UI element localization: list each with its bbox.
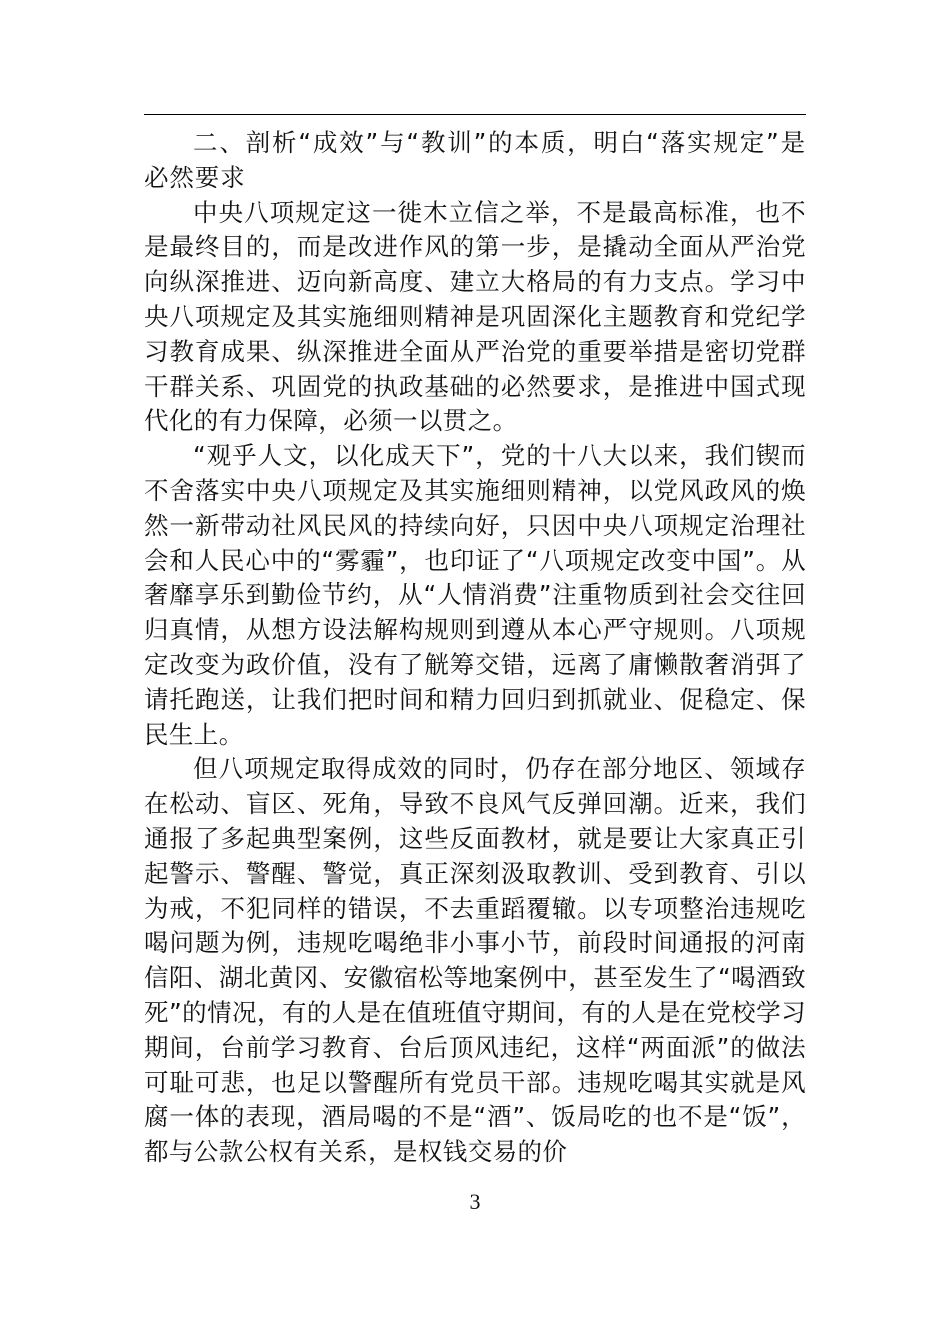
header-rule	[144, 114, 806, 115]
paragraph: 中央八项规定这一徙木立信之举，不是最高标准，也不是最终目的，而是改进作风的第一步，是撬动全面从严治党向纵深推进、迈向新高度、建立大格局的有力支点。学习中央八项规定及其实施细则精神是巩固深化主题教育和党纪学习教育成果、纵深推进全面从严治党的重要举措是密切党群干群关系、巩固党的执政基础的必然要求，是推进中国式现代化的有力保障，必须一以贯之。	[144, 197, 806, 436]
paragraph: “观乎人文，以化成天下”，党的十八大以来，我们锲而不舍落实中央八项规定及其实施细则精神，以党风政风的焕然一新带动社风民风的持续向好，只因中央八项规定治理社会和人民心中的“雾霾”，也印证了“八项规定改变中国”。从奢靡享乐到勤俭节约，从“人情消费”注重物质到社会交往回归真情，从想方设法解构规则到遵从本心严守规则。八项规定改变为政价值，没有了觥筹交错，远离了庸懒散奢消弭了请托跑送，让我们把时间和精力回归到抓就业、促稳定、保民生上。	[144, 441, 806, 749]
page-number: 3	[469, 1189, 481, 1214]
paragraph: 但八项规定取得成效的同时，仍存在部分地区、领域存在松动、盲区、死角，导致不良风气反弹回潮。近来，我们通报了多起典型案例，这些反面教材，就是要让大家真正引起警示、警醒、警觉，真正深刻汲取教训、受到教育、引以为戒，不犯同样的错误，不去重蹈覆辙。以专项整治违规吃喝问题为例，违规吃喝绝非小事小节，前段时间通报的河南信阳、湖北黄冈、安徽宿松等地案例中，甚至发生了“喝酒致死”的情况，有的人是在值班值守期间，有的人是在党校学习期间，台前学习教育、台后顶风违纪，这样“两面派”的做法可耻可悲，也足以警醒所有党员干部。违规吃喝其实就是风腐一体的表现，酒局喝的不是“酒”、饭局吃的也不是“饭”，都与公款公权有关系，是权钱交易的价	[144, 754, 806, 1167]
document-body	[144, 126, 806, 1170]
section-heading: 二、剖析“成效”与“教训”的本质，明白“落实规定”是必然要求	[144, 128, 806, 192]
